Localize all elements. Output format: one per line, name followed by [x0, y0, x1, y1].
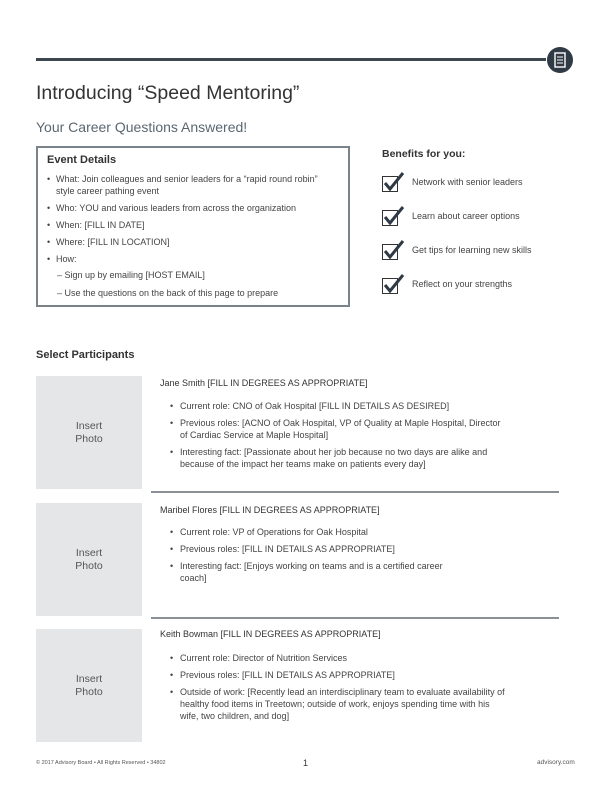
bullet-dot: • — [47, 203, 51, 213]
photo-placeholder — [36, 503, 142, 616]
participant-detail: • Current role: VP of Operations for Oak Hospital — [170, 527, 368, 537]
participant-detail: • Previous roles: [FILL IN DETAILS AS APPROPRIATE] — [170, 544, 395, 554]
event-bullet-who — [47, 203, 337, 215]
how-step-prepare: – Use the questions on the back of this page to prepare — [57, 288, 279, 298]
participant-detail: • Current role: Director of Nutrition Services — [170, 653, 348, 663]
participant-detail: • Previous roles: [ACNO of Oak Hospital, VP of Quality at Maple Hospital, Director of Cardiac Service at Maple Hospital] — [170, 418, 501, 440]
photo-placeholder-label: Insert Photo — [75, 673, 103, 698]
participant-divider — [151, 491, 559, 493]
benefit-item: Reflect on your strengths — [412, 279, 513, 289]
participant-detail: • Outside of work: [Recently lead an interdisciplinary team to evaluate availability of healthy food items in Treetown; outside of work, enjoys spending time with his wife, two children, and dog] — [170, 687, 505, 721]
checkbox-checked-icon — [382, 240, 404, 262]
document-icon — [547, 47, 573, 73]
participant-name: Maribel Flores [FILL IN DEGREES AS APPROPRIATE] — [160, 505, 380, 515]
checkbox-checked-icon — [382, 172, 404, 194]
event-bullet-text: What: Join colleagues and senior leaders for a “rapid round robin” style career pathing event — [56, 174, 318, 196]
bullet-dot: • — [47, 174, 51, 184]
participants-heading: Select Participants — [36, 349, 135, 361]
event-bullet-when — [47, 220, 337, 232]
benefit-item: Get tips for learning new skills — [412, 245, 532, 255]
photo-placeholder — [36, 629, 142, 742]
checkbox-checked-icon — [382, 274, 404, 296]
photo-placeholder — [36, 376, 142, 489]
event-bullet-where — [47, 237, 337, 249]
footer-copyright: © 2017 Advisory Board • All Rights Reserved • 34802 — [36, 760, 166, 766]
event-bullet-text: Where: [FILL IN LOCATION] — [56, 237, 170, 247]
participant-detail: • Previous roles: [FILL IN DETAILS AS APPROPRIATE] — [170, 670, 395, 680]
participant-name: Jane Smith [FILL IN DEGREES AS APPROPRIATE] — [160, 378, 368, 388]
footer-website-link[interactable]: advisory.com — [537, 759, 575, 766]
event-bullet-text: Who: YOU and various leaders from across the organization — [56, 203, 296, 213]
header-rule — [36, 58, 546, 61]
bullet-dot: • — [47, 220, 51, 230]
how-step-signup: – Sign up by emailing [HOST EMAIL] — [57, 270, 205, 280]
participant-detail: • Interesting fact: [Enjoys working on teams and is a certified career coach] — [170, 561, 443, 583]
bullet-dot: • — [47, 254, 51, 264]
benefits-heading: Benefits for you: — [382, 148, 466, 160]
page-title: Introducing “Speed Mentoring” — [36, 82, 300, 104]
event-bullet-text: When: [FILL IN DATE] — [56, 220, 145, 230]
benefit-item: Learn about career options — [412, 211, 520, 221]
event-bullet-how — [47, 254, 337, 266]
page-subtitle: Your Career Questions Answered! — [36, 119, 248, 135]
photo-placeholder-label: Insert Photo — [75, 547, 103, 572]
participant-divider — [151, 617, 559, 619]
participant-name: Keith Bowman [FILL IN DEGREES AS APPROPRIATE] — [160, 629, 381, 639]
benefit-item: Network with senior leaders — [412, 177, 523, 187]
bullet-dot: • — [47, 237, 51, 247]
event-bullet-text: How: — [56, 254, 77, 264]
event-bullet-what — [47, 174, 337, 197]
participant-detail: • Interesting fact: [Passionate about her job because no two days are alike and because of the impact her teams make on patients every day] — [170, 447, 488, 469]
checkbox-checked-icon — [382, 206, 404, 228]
event-details-heading: Event Details — [47, 154, 117, 166]
participant-detail: • Current role: CNO of Oak Hospital [FILL IN DETAILS AS DESIRED] — [170, 401, 450, 411]
photo-placeholder-label: Insert Photo — [75, 420, 103, 445]
page-number: 1 — [303, 758, 309, 768]
